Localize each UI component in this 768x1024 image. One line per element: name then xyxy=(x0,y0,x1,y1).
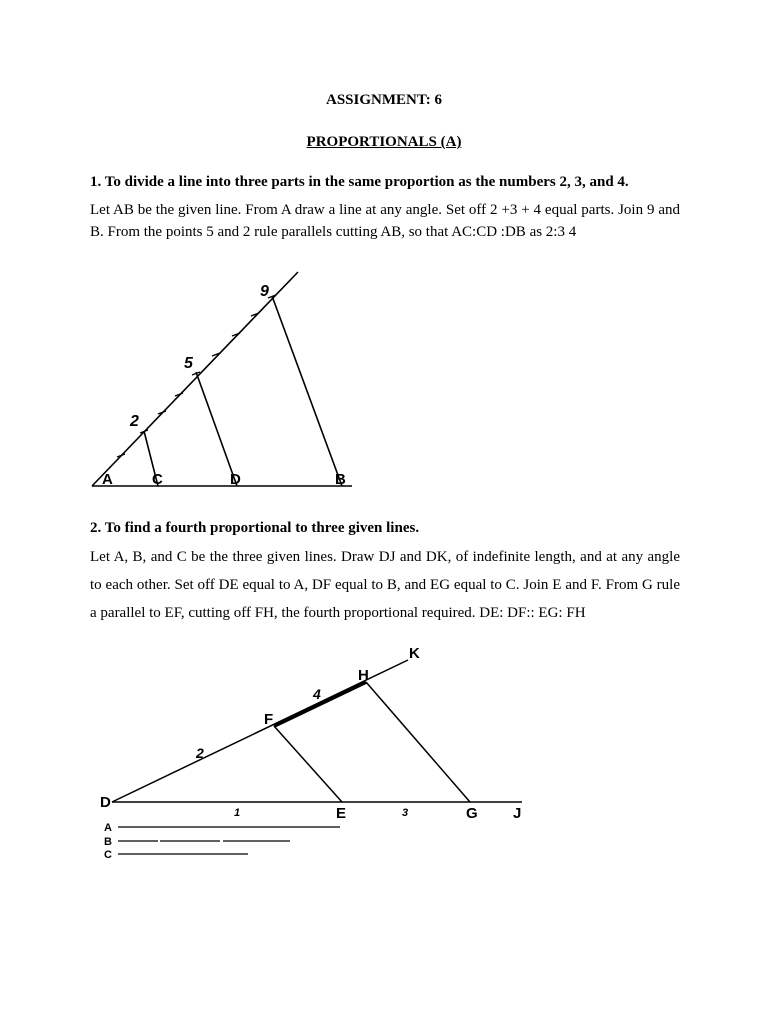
page-subtitle: PROPORTIONALS (A) xyxy=(306,134,462,150)
label-line-c: C xyxy=(104,849,112,861)
label-5: 5 xyxy=(184,355,193,372)
section-2-paragraph: Let A, B, and C be the three given lines. Draw DJ and DK, of indefinite length, and at any angle to each other. Set off DE equal to A, DF equal to B, and EG equal to C. Join E and F. From G rule a parallel to EF, cutting off FH, the fourth proportional required. DE: DF:: EG: FH xyxy=(90,549,680,621)
label-c: C xyxy=(152,471,163,488)
label-g: G xyxy=(466,805,478,822)
label-3: 3 xyxy=(402,807,409,819)
line-hg xyxy=(366,682,470,802)
label-line-b: B xyxy=(104,836,112,848)
label-e: E xyxy=(336,805,347,822)
label-j: J xyxy=(513,805,522,822)
label-b: B xyxy=(335,471,346,488)
label-line-a: A xyxy=(104,822,112,834)
label-2b: 2 xyxy=(196,745,204,761)
label-4: 4 xyxy=(313,686,321,702)
label-1: 1 xyxy=(234,807,241,819)
section-2-heading: 2. To find a fourth proportional to three given lines. xyxy=(90,520,420,536)
label-d2: D xyxy=(100,794,111,811)
label-h: H xyxy=(358,667,369,684)
label-a: A xyxy=(102,471,113,488)
given-lines xyxy=(118,827,340,854)
section-1-heading: 1. To divide a line into three parts in the same proportion as the numbers 2, 3, and 4. xyxy=(90,174,629,190)
line-fe xyxy=(274,726,342,802)
section-1-paragraph: Let AB be the given line. From A draw a line at any angle. Set off 2 +3 + 4 equal parts. Join 9 and B. From the points 5 and 2 rule parallels cutting AB, so that AC:CD :DB as 2:3 4 xyxy=(90,202,680,240)
label-f: F xyxy=(264,711,274,728)
page-title: ASSIGNMENT: 6 xyxy=(326,92,442,108)
label-2: 2 xyxy=(130,413,139,430)
label-9: 9 xyxy=(260,283,269,300)
label-d: D xyxy=(230,471,241,488)
label-k: K xyxy=(409,645,420,662)
